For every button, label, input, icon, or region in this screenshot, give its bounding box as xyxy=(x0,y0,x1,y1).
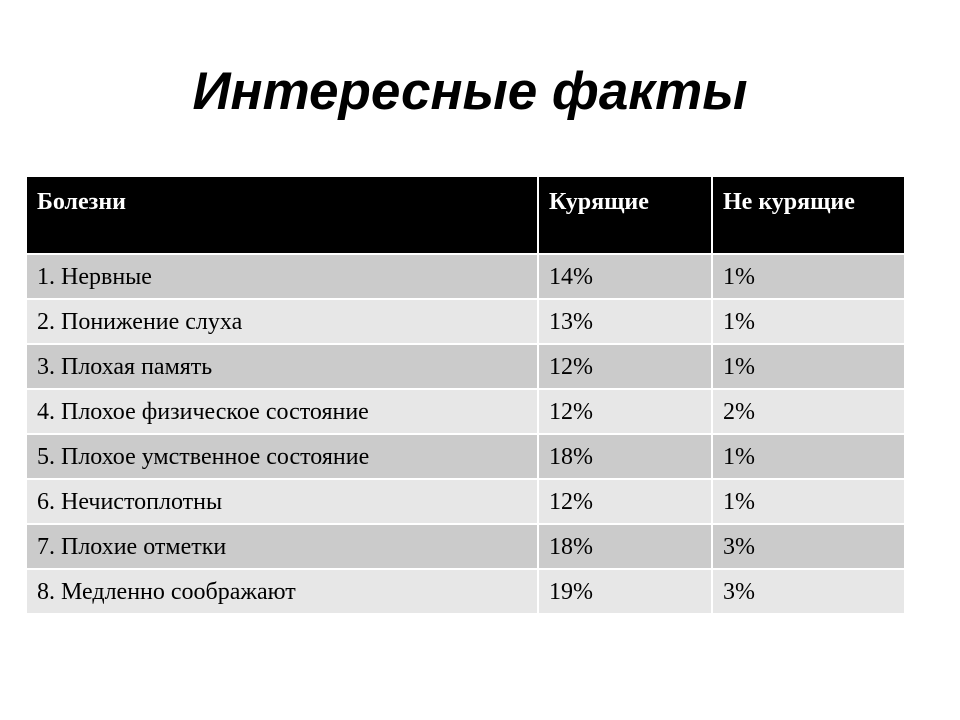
smokers-cell: 19% xyxy=(538,569,712,614)
header-smokers: Курящие xyxy=(538,176,712,254)
header-diseases: Болезни xyxy=(26,176,538,254)
non-smokers-cell: 2% xyxy=(712,389,905,434)
smokers-cell: 12% xyxy=(538,479,712,524)
table-row xyxy=(26,299,905,344)
disease-cell: 5. Плохое умственное состояние xyxy=(26,434,538,479)
disease-cell: 6. Нечистоплотны xyxy=(26,479,538,524)
non-smokers-cell: 1% xyxy=(712,344,905,389)
table-header-row xyxy=(26,176,905,254)
smokers-cell: 18% xyxy=(538,524,712,569)
disease-cell: 3. Плохая память xyxy=(26,344,538,389)
non-smokers-cell: 3% xyxy=(712,569,905,614)
smokers-cell: 12% xyxy=(538,389,712,434)
disease-cell: 7. Плохие отметки xyxy=(26,524,538,569)
non-smokers-cell: 1% xyxy=(712,434,905,479)
table-row xyxy=(26,254,905,299)
slide-title: Интересные факты xyxy=(192,62,748,121)
disease-cell: 1. Нервные xyxy=(26,254,538,299)
table-row xyxy=(26,389,905,434)
header-non-smokers: Не курящие xyxy=(712,176,905,254)
facts-table xyxy=(25,175,906,615)
non-smokers-cell: 1% xyxy=(712,254,905,299)
table-row xyxy=(26,434,905,479)
disease-cell: 4. Плохое физическое состояние xyxy=(26,389,538,434)
non-smokers-cell: 3% xyxy=(712,524,905,569)
smokers-cell: 12% xyxy=(538,344,712,389)
disease-cell: 8. Медленно соображают xyxy=(26,569,538,614)
smokers-cell: 13% xyxy=(538,299,712,344)
non-smokers-cell: 1% xyxy=(712,479,905,524)
table-row xyxy=(26,569,905,614)
table-row xyxy=(26,344,905,389)
smokers-cell: 14% xyxy=(538,254,712,299)
table-row xyxy=(26,524,905,569)
table-row xyxy=(26,479,905,524)
smokers-cell: 18% xyxy=(538,434,712,479)
disease-cell: 2. Понижение слуха xyxy=(26,299,538,344)
non-smokers-cell: 1% xyxy=(712,299,905,344)
